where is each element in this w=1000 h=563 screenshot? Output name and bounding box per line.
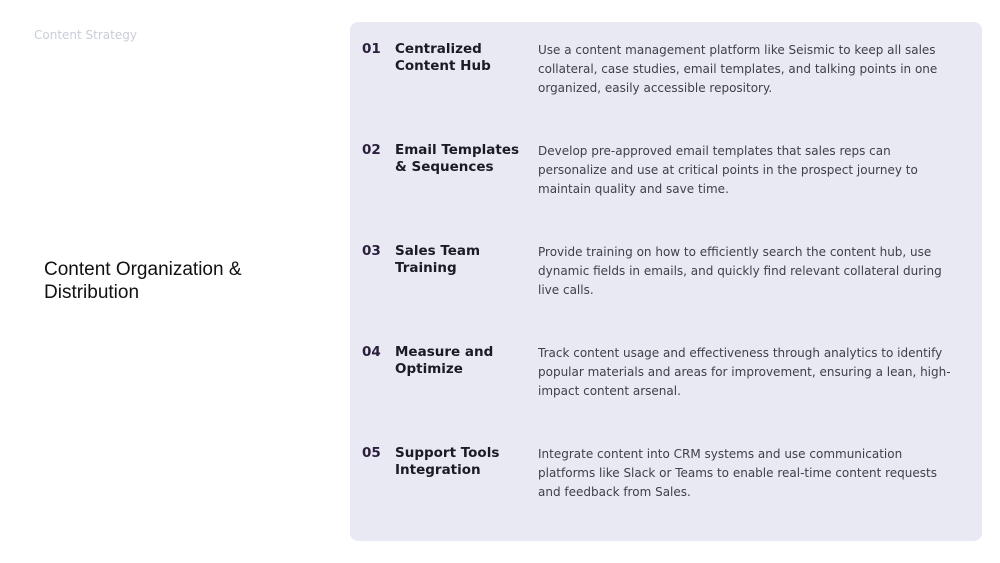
list-item bbox=[350, 344, 982, 424]
item-title: Email Templates & Sequences bbox=[395, 142, 520, 175]
item-number: 03 bbox=[362, 243, 381, 259]
item-title: Sales Team Training bbox=[395, 243, 481, 276]
item-number: 05 bbox=[362, 445, 381, 461]
item-number: 02 bbox=[362, 142, 381, 158]
item-title: Support Tools Integration bbox=[395, 445, 500, 478]
list-item bbox=[350, 243, 982, 323]
item-title: Measure and Optimize bbox=[395, 344, 494, 377]
list-item bbox=[350, 142, 982, 222]
item-number: 01 bbox=[362, 41, 381, 57]
item-number: 04 bbox=[362, 344, 381, 360]
list-item bbox=[350, 41, 982, 121]
item-description: Use a content management platform like Seismic to keep all sales collateral, case studies, email templates, and talking points in one organized, easily accessible repository. bbox=[538, 43, 938, 95]
item-title: Centralized Content Hub bbox=[395, 41, 491, 74]
slide-headline: Content Organization & Distribution bbox=[44, 259, 242, 303]
strategy-list-panel bbox=[350, 22, 982, 541]
item-description: Track content usage and effectiveness through analytics to identify popular materials and areas for improvement, ensuring a lean, high-impact content arsenal. bbox=[538, 346, 951, 398]
item-description: Develop pre-approved email templates that sales reps can personalize and use at critical points in the prospect journey to maintain quality and save time. bbox=[538, 144, 918, 196]
list-item bbox=[350, 445, 982, 525]
item-description: Provide training on how to efficiently search the content hub, use dynamic fields in emails, and quickly find relevant collateral during live calls. bbox=[538, 245, 942, 297]
item-description: Integrate content into CRM systems and use communication platforms like Slack or Teams to enable real-time content requests and feedback from Sales. bbox=[538, 447, 937, 499]
section-eyebrow: Content Strategy bbox=[34, 28, 137, 42]
